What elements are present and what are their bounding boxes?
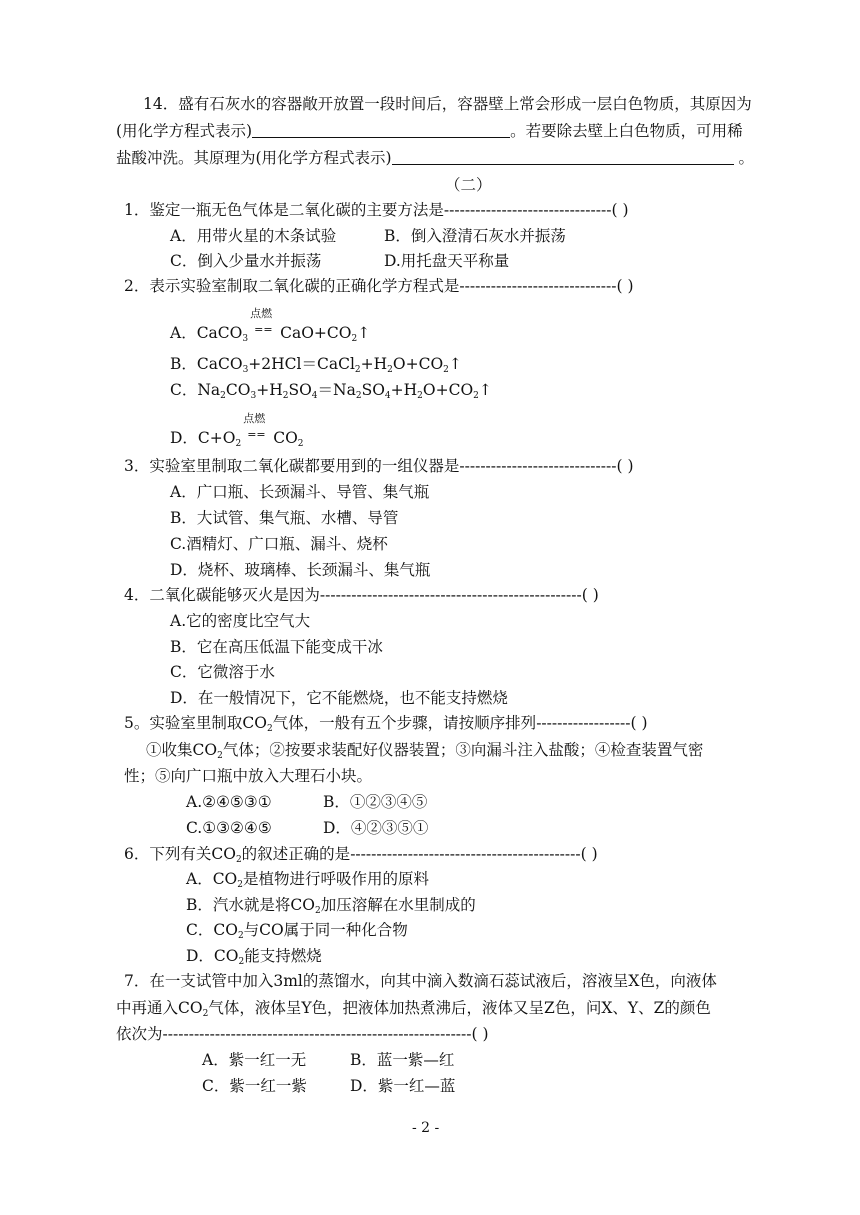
q6-option-c[interactable]: C．$CO_2$与CO属于同一种化合物 [186,921,408,941]
section-heading: （二） [445,176,492,194]
q1-option-a[interactable]: A．用带火星的木条试验 [170,227,337,245]
q14-line2: (用化学方程式表示) 。若要除去壁上白色物质，可用稀 [116,122,743,140]
q7-option-c[interactable]: C．紫一红一紫 [202,1077,307,1095]
reaction-condition: 点燃 == [243,412,266,441]
q3-option-d[interactable]: D．烧杯、玻璃棒、长颈漏斗、集气瓶 [170,561,431,579]
q3-stem: 3．实验室里制取二氧化碳都要用到的一组仪器是------------------------------( ) [124,457,634,475]
q2-stem: 2．表示实验室制取二氧化碳的正确化学方程式是------------------------------( ) [124,277,634,295]
q1-stem: 1．鉴定一瓶无色气体是二氧化碳的主要方法是--------------------------------( ) [124,201,629,219]
q2-option-c[interactable]: C．$Na_2CO_3+H_2SO_4=Na_2SO_4+H_2O+CO_2↑$ [170,381,492,401]
q1-option-b[interactable]: B．倒入澄清石灰水并振荡 [384,227,566,245]
q6-option-a[interactable]: A．$CO_2$是植物进行呼吸作用的原料 [186,870,430,890]
answer-blank[interactable] [252,121,510,138]
q4-option-a[interactable]: A.它的密度比空气大 [170,612,311,630]
q4-option-b[interactable]: B．它在高压低温下能变成干冰 [170,638,383,656]
q4-option-d[interactable]: D．在一般情况下，它不能燃烧，也不能支持燃烧 [170,689,508,707]
q4-option-c[interactable]: C．它微溶于水 [170,663,275,681]
q7-option-b[interactable]: B．蓝一紫—红 [350,1051,455,1069]
q6-option-b[interactable]: B．汽水就是将$CO_2$加压溶解在水里制成的 [186,896,476,916]
q6-stem: 6．下列有关$CO_2$的叙述正确的是--------------------------------------------( ) [124,845,598,865]
q5-option-b[interactable]: B．①②③④⑤ [323,793,428,811]
q7-option-d[interactable]: D．紫一红—蓝 [350,1077,456,1095]
q7-line2: 中再通入$CO_2$气体，液体呈Y色，把液体加热煮沸后，液体又呈Z色，问X、Y、Z的颜色 [116,999,711,1019]
q7-option-a[interactable]: A．紫一红一无 [202,1051,307,1069]
q5-option-c[interactable]: C.①③②④⑤ [186,819,272,837]
q5-steps-line1: ①收集$CO_2$气体；②按要求装配好仪器装置；③向漏斗注入盐酸；④检查装置气密 [146,741,704,761]
answer-blank[interactable] [392,148,734,165]
q14-line3: 盐酸冲洗。其原理为(用化学方程式表示) 。 [116,149,755,167]
q7-line3: 依次为-----------------------------------------------------------( ) [116,1025,489,1043]
q5-option-d[interactable]: D．④②③⑤① [323,819,429,837]
q5-stem: 5。实验室里制取$CO_2$气体，一般有五个步骤，请按顺序排列------------------( ) [124,714,648,734]
page-number: - 2 - [412,1120,440,1136]
q3-option-b[interactable]: B．大试管、集气瓶、水槽、导管 [170,509,399,527]
q2-option-a[interactable]: A．CaCO$_3$ 点燃 == $CaO+CO_2↑$ [170,307,371,344]
q4-stem: 4．二氧化碳能够灭火是因为--------------------------------------------------( ) [124,586,599,604]
q7-line1: 7．在一支试管中加入3ml的蒸馏水，向其中滴入数滴石蕊试液后，溶液呈X色，向液体 [124,972,717,990]
q5-option-a[interactable]: A.②④⑤③① [186,793,272,811]
reaction-condition: 点燃 == [250,307,273,336]
q2-option-b[interactable]: B．$CaCO_3+2HCl=CaCl_2+H_2O+CO_2↑$ [170,355,462,375]
q6-option-d[interactable]: D．$CO_2$能支持燃烧 [186,947,322,967]
q14-line1: 14．盛有石灰水的容器敞开放置一段时间后，容器壁上常会形成一层白色物质，其原因为 [143,95,752,113]
q3-option-a[interactable]: A．广口瓶、长颈漏斗、导管、集气瓶 [170,483,430,501]
q2-option-d[interactable]: D．$C+O_2$ 点燃 == $CO_2$ [170,412,304,449]
q3-option-c[interactable]: C.酒精灯、广口瓶、漏斗、烧杯 [170,535,388,553]
q1-option-c[interactable]: C．倒入少量水并振荡 [170,252,322,270]
q5-steps-line2: 性；⑤向广口瓶中放入大理石小块。 [124,767,373,785]
q1-option-d[interactable]: D.用托盘天平称量 [384,252,510,270]
